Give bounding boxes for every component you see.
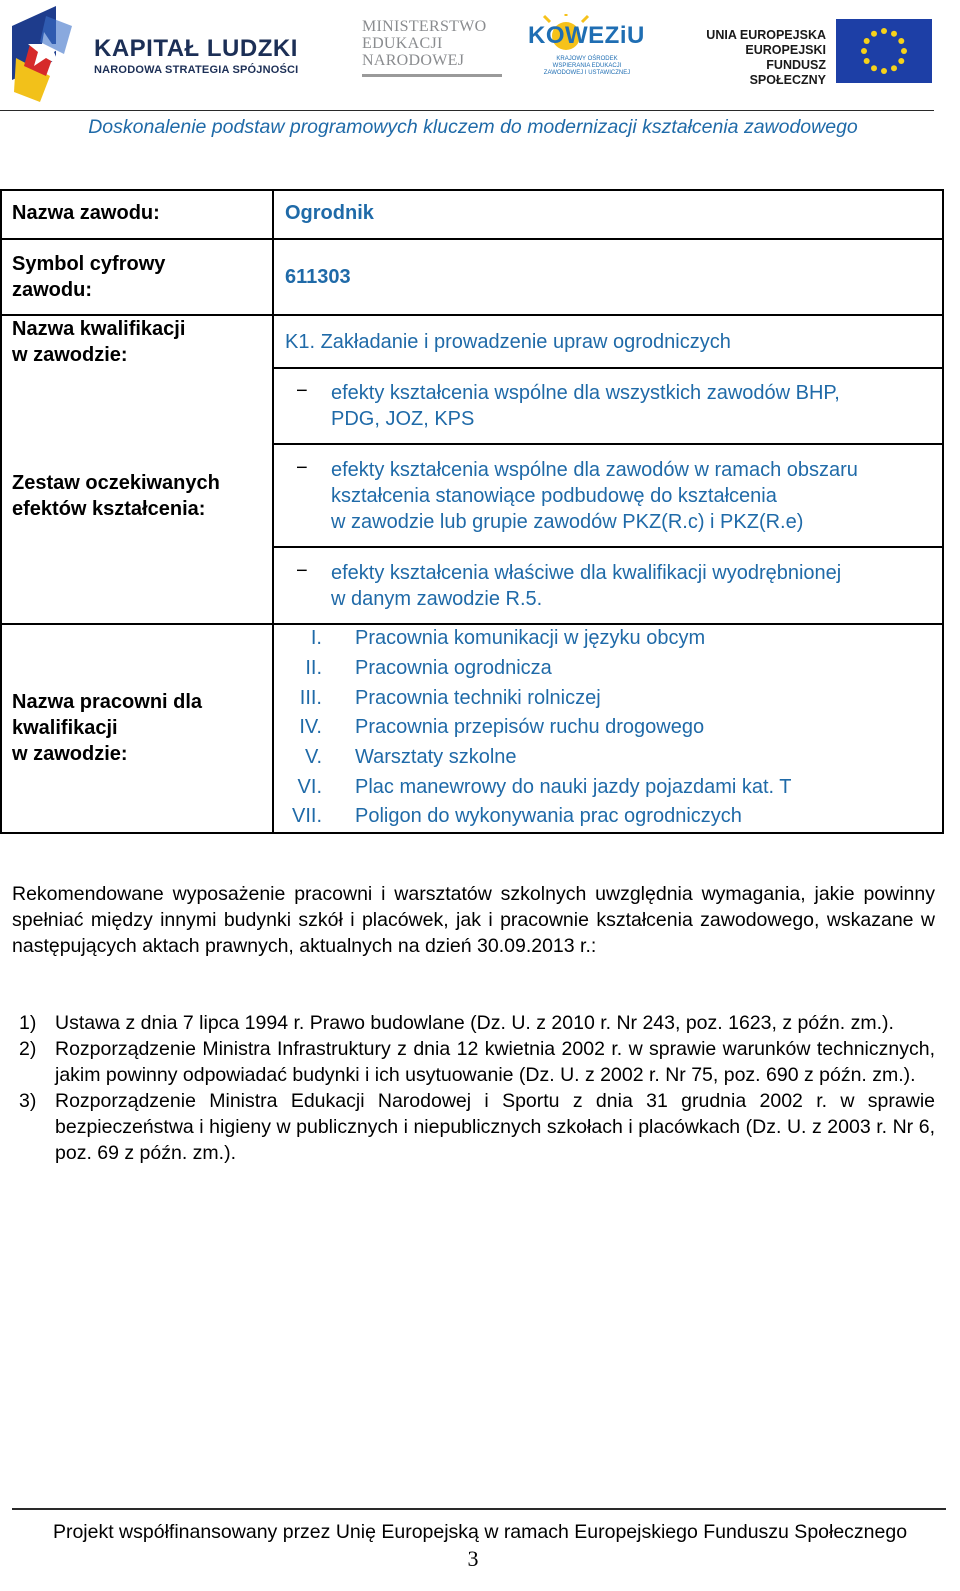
effect-line: efekty kształcenia wspólne dla wszystkich zawodów BHP, <box>331 382 840 404</box>
kapital-ludzki-title: KAPITAŁ LUDZKI <box>94 35 298 62</box>
men-logo-line: EDUKACJI <box>362 35 443 52</box>
rooms-label: Nazwa pracowni dla <box>12 691 203 713</box>
room-number: VII. <box>291 805 322 827</box>
table-row-divider <box>0 238 944 240</box>
table-row-divider <box>274 546 944 548</box>
effects-label: Zestaw oczekiwanych <box>12 472 220 494</box>
list-item-text: Rozporządzenie Ministra Infrastruktury z dnia 12 kwietnia 2002 r. w sprawie warunków technicznych, jakim powinny odpowiadać budynki i ich usytuowanie (Dz. U. z 2002 r. Nr 75, poz. 690 z późn. zm.). <box>55 1038 935 1086</box>
effect-bullet: − <box>296 380 308 402</box>
effect-line: PDG, JOZ, KPS <box>331 408 475 430</box>
effect-line: kształcenia stanowiące podbudowę do kształcenia <box>331 485 777 507</box>
legal-acts-list <box>0 1010 940 1166</box>
rooms-label: w zawodzie: <box>12 743 128 765</box>
rooms-label: kwalifikacji <box>12 717 118 739</box>
table-row-divider <box>274 367 944 369</box>
footer-rule <box>12 1508 946 1510</box>
list-item-number: 1) <box>19 1012 37 1034</box>
table-border-right <box>942 189 944 834</box>
men-logo-line: NARODOWEJ <box>362 52 465 69</box>
table-border-bottom <box>0 832 944 834</box>
effect-bullet: − <box>296 457 308 479</box>
room-name: Pracownia przepisów ruchu drogowego <box>355 716 705 738</box>
profession-value: Ogrodnik <box>285 202 374 224</box>
effect-bullet: − <box>296 560 308 582</box>
room-name: Poligon do wykonywania prac ogrodniczych <box>355 805 742 827</box>
ue-logo-line: FUNDUSZ SPOŁECZNY <box>749 58 826 87</box>
qualification-label: w zawodzie: <box>12 344 128 366</box>
room-number: IV. <box>299 716 322 738</box>
room-number: II. <box>305 657 322 679</box>
ue-logo-line: UNIA EUROPEJSKA <box>706 28 826 42</box>
header-logos <box>0 0 960 108</box>
room-name: Pracownia techniki rolniczej <box>355 687 601 709</box>
men-logo-underline <box>362 74 502 77</box>
symbol-value: 611303 <box>285 266 351 288</box>
list-item-number: 3) <box>19 1090 37 1112</box>
list-item-text: Rozporządzenie Ministra Edukacji Narodowej i Sportu z dnia 31 grudnia 2002 r. w sprawie bezpieczeństwa i higieny w publicznych i niepublicznych szkołach i placówkach (Dz. U. z 2003 r. Nr 6, poz. 69 z późn. zm.). <box>55 1090 935 1164</box>
recommendation-paragraph: Rekomendowane wyposażenie pracowni i warsztatów szkolnych uwzględnia wymagania, jakie powinny spełniać między innymi budynki szkół i placówek, jak i pracownie kształcenia zawodowego, wskazane w następujących aktach prawnych, aktualnych na dzień 30.09.2013 r.: <box>12 883 935 957</box>
ue-logo-line: EUROPEJSKI <box>745 43 826 57</box>
project-title: Doskonalenie podstaw programowych kluczem do modernizacji kształcenia zawodowego <box>88 116 858 138</box>
effect-line: efekty kształcenia właściwe dla kwalifikacji wyodrębnionej <box>331 562 842 584</box>
list-item-number: 2) <box>19 1038 37 1060</box>
room-name: Pracownia komunikacji w języku obcym <box>355 627 706 649</box>
list-item <box>0 1036 940 1088</box>
list-item-text: Ustawa z dnia 7 lipca 1994 r. Prawo budowlane (Dz. U. z 2010 r. Nr 243, poz. 1623, z późn. zm.). <box>55 1012 894 1034</box>
room-number: V. <box>304 746 322 768</box>
room-name: Warsztaty szkolne <box>355 746 517 768</box>
effect-line: w danym zawodzie R.5. <box>331 588 543 610</box>
room-name: Pracownia ogrodnicza <box>355 657 552 679</box>
header-rule <box>0 110 934 111</box>
room-number: VI. <box>297 776 322 798</box>
profession-label: Nazwa zawodu: <box>12 202 160 224</box>
page-number: 3 <box>467 1546 479 1571</box>
ue-logo-text <box>698 28 826 88</box>
symbol-label: zawodu: <box>12 279 92 301</box>
room-number: I. <box>310 627 322 649</box>
kapital-ludzki-logo-icon <box>10 6 72 102</box>
list-item <box>0 1010 940 1036</box>
koweziu-logo-text: KOWEZiU <box>528 22 645 49</box>
list-item <box>0 1088 940 1166</box>
koweziu-logo-subtitle: KRAJOWY OŚRODEK WSPIERANIA EDUKACJI ZAWODOWEJ I USTAWICZNEJ <box>543 56 631 76</box>
symbol-label: Symbol cyfrowy <box>12 253 166 275</box>
room-number: III. <box>299 687 322 709</box>
effect-line: efekty kształcenia wspólne dla zawodów w ramach obszaru <box>331 459 858 481</box>
table-border-top <box>0 189 944 191</box>
effect-line: w zawodzie lub grupie zawodów PKZ(R.c) i PKZ(R.e) <box>331 511 804 533</box>
kapital-ludzki-subtitle: NARODOWA STRATEGIA SPÓJNOŚCI <box>94 64 299 76</box>
room-name: Plac manewrowy do nauki jazdy pojazdami kat. T <box>355 776 792 798</box>
footer-text: Projekt współfinansowany przez Unię Europejską w ramach Europejskiego Funduszu Społecznego <box>52 1521 908 1543</box>
effects-label: efektów kształcenia: <box>12 498 206 520</box>
men-logo-line: MINISTERSTWO <box>362 18 487 35</box>
qualification-value: K1. Zakładanie i prowadzenie upraw ogrodniczych <box>285 331 731 353</box>
eu-flag-icon <box>836 19 932 83</box>
qualification-label: Nazwa kwalifikacji <box>12 318 186 340</box>
men-logo <box>362 18 512 69</box>
table-row-divider <box>274 443 944 445</box>
